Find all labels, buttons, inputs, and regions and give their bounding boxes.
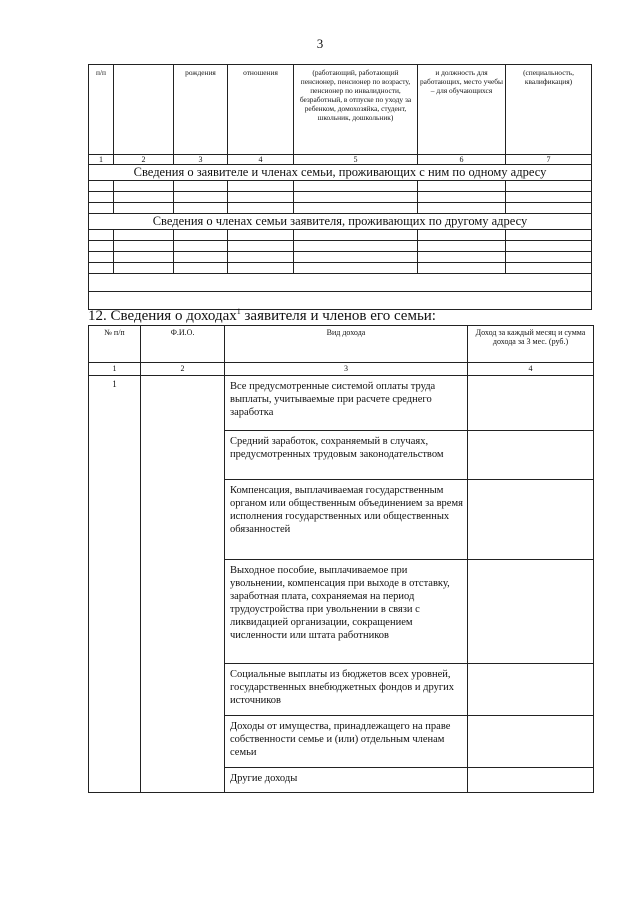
t1-header-cell: (специальность, квалификация) [506, 65, 592, 155]
t1-column-number: 2 [114, 155, 174, 165]
t2-column-number: 2 [141, 363, 225, 376]
t1-column-number: 6 [418, 155, 506, 165]
t1-column-number: 5 [294, 155, 418, 165]
section-same-address: Сведения о заявителе и членах семьи, проживающих с ним по одному адресу [89, 165, 592, 181]
section-other-address: Сведения о членах семьи заявителя, проживающих по другому адресу [89, 214, 592, 230]
t1-header-cell: и должность для работающих, место учебы – для обучающихся [418, 65, 506, 155]
t2-header-cell: Доход за каждый месяц и сумма дохода за 3 мес. (руб.) [468, 326, 594, 363]
section-12-title: 12. Сведения о доходах$^1$ заявителя и членов его семьи: [88, 307, 436, 324]
income-type: Доходы от имущества, принадлежащего на праве собственности семье и (или) отдельным членам семьи [225, 716, 468, 768]
t1-header-cell: рождения [174, 65, 228, 155]
income-amount-cell [468, 664, 594, 716]
t1-column-number: 4 [228, 155, 294, 165]
t1-header-cell: (работающий, работающий пенсионер, пенсионер по возрасту, пенсионер по инвалидности, безработный, в отпуске по уходу за ребенком, домохозяйка, студент, школьник, дошкольник) [294, 65, 418, 155]
income-amount-cell [468, 560, 594, 664]
page-number: 3 [316, 36, 324, 51]
income-type: Средний заработок, сохраняемый в случаях, предусмотренных трудовым законодательством [225, 431, 468, 480]
t2-column-number: 4 [468, 363, 594, 376]
t2-header-cell: Вид дохода [225, 326, 468, 363]
t1-column-number: 3 [174, 155, 228, 165]
income-type: Другие доходы [225, 768, 468, 793]
t1-header-cell: отношения [228, 65, 294, 155]
t2-column-number: 1 [89, 363, 141, 376]
income-table [88, 325, 594, 793]
t1-column-number: 7 [506, 155, 592, 165]
t1-column-number: 1 [89, 155, 114, 165]
income-type: Социальные выплаты из бюджетов всех уровней, государственных внебюджетных фондов и других источников [225, 664, 468, 716]
income-type: Выходное пособие, выплачиваемое при увольнении, компенсация при выходе в отставку, заработная плата, сохраняемая на период трудоустройства при увольнении в связи с ликвидацией организации, сокращением численности или штата работников [225, 560, 468, 664]
family-members-table [88, 64, 592, 310]
t2-header-cell: № п/п [89, 326, 141, 363]
income-amount-cell [468, 716, 594, 768]
row-number: 1 [89, 376, 141, 793]
income-amount-cell [468, 768, 594, 793]
income-amount-cell [468, 431, 594, 480]
footnote-mark: 1 [236, 307, 241, 316]
t2-column-number: 3 [225, 363, 468, 376]
income-amount-cell [468, 480, 594, 560]
income-amount-cell [468, 376, 594, 431]
t1-header-cell: п/п [89, 65, 114, 155]
fio-cell [141, 376, 225, 793]
income-type: Компенсация, выплачиваемая государственным органом или общественным объединением за время исполнения государственных или общественных обязанностей [225, 480, 468, 560]
t2-header-cell: Ф.И.О. [141, 326, 225, 363]
income-type: Все предусмотренные системой оплаты труда выплаты, учитываемые при расчете среднего заработка [225, 376, 468, 431]
t1-header-cell [114, 65, 174, 155]
